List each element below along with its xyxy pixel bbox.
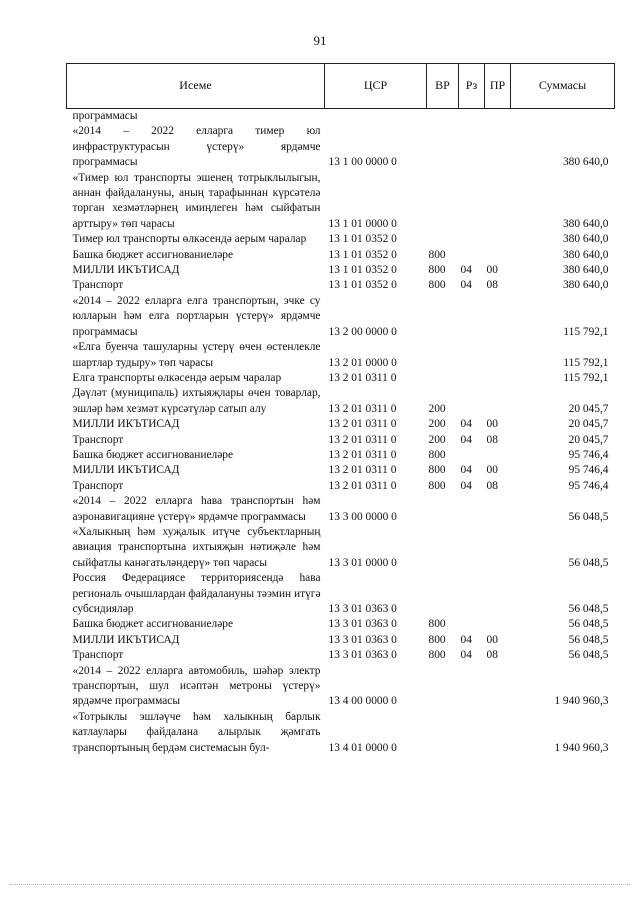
cell-csr: 13 3 01 0363 0 [328,618,397,631]
table-row [67,648,615,663]
cell-pr [485,664,511,710]
cell-rz: 04 [460,633,472,646]
cell-name: «2014 – 2022 елларга һава транспортын һәм аэронавигацияне үстерү» ярдәмче программасы [72,495,321,523]
cell-vr [427,171,459,233]
budget-table [66,63,615,756]
cell-vr: 800 [428,649,446,662]
cell-csr: 13 3 01 0363 0 [328,649,397,662]
cell-pr: 00 [486,418,498,431]
cell-pr [485,525,511,571]
cell-vr: 800 [428,633,446,646]
cell-vr [427,664,459,710]
cell-name: «Тотрыклы эшләүче һәм халыкның барлык катлаулары файдалана алырлык җәмгать транспортының бердәм системасын бул- [72,710,321,754]
cell-vr: 800 [428,279,446,292]
table-row [67,417,615,432]
cell-csr: 13 2 00 0000 0 [328,325,397,338]
cell-pr [485,710,511,756]
cell-sum: 115 792,1 [563,371,609,384]
cell-name: Тимер юл транспорты өлкәсендә аерым чаралар [72,233,307,246]
cell-sum: 56 048,5 [568,618,609,631]
table-row [67,463,615,478]
cell-name: Башка бюджет ассигнованиеләре [72,448,234,461]
cell-rz [459,664,485,710]
cell-vr: 800 [428,464,446,477]
table-row [67,109,615,125]
cell-pr [485,294,511,340]
cell-sum: 95 746,4 [568,448,609,461]
cell-name: МИЛЛИ ИКЪТИСАД [72,264,180,277]
cell-sum: 115 792,1 [563,325,609,338]
cell-sum: 56 048,5 [568,649,609,662]
cell-sum: 56 048,5 [568,556,609,569]
cell-rz [459,248,485,263]
cell-pr [485,340,511,371]
cell-rz: 04 [460,418,472,431]
table-row [67,232,615,247]
cell-csr: 13 1 01 0352 0 [328,248,397,261]
cell-rz [459,386,485,417]
cell-vr [427,571,459,617]
cell-pr: 00 [486,633,498,646]
table-row [67,664,615,710]
cell-vr [427,340,459,371]
table-header-row [67,64,615,109]
cell-csr: 13 2 01 0311 0 [328,418,397,431]
table-row [67,617,615,632]
header-name: Исеме [67,64,325,109]
table-row [67,248,615,263]
cell-name: Транспорт [72,479,124,492]
cell-pr: 08 [486,433,498,446]
cell-vr: 200 [428,418,446,431]
cell-name: Транспорт [72,649,124,662]
cell-csr: 13 1 01 0352 0 [328,279,397,292]
cell-vr [427,710,459,756]
cell-csr: 13 4 00 0000 0 [328,695,397,708]
cell-pr [485,571,511,617]
table-row [67,479,615,494]
cell-rz: 04 [460,264,472,277]
cell-name: Башка бюджет ассигнованиеләре [72,618,234,631]
cell-vr [427,494,459,525]
cell-sum: 380 640,0 [562,217,609,230]
cell-csr: 13 1 01 0352 0 [328,264,397,277]
table-row [67,278,615,293]
cell-csr: 13 1 01 0000 0 [328,217,397,230]
cell-csr [325,109,427,125]
cell-csr: 13 2 01 0311 0 [328,433,397,446]
cell-csr: 13 3 01 0363 0 [328,603,397,615]
cell-pr: 00 [486,464,498,477]
cell-name: Елга транспорты өлкәсендә аерым чаралар [72,371,282,384]
cell-rz [459,571,485,617]
cell-vr [427,124,459,170]
cell-pr: 08 [486,279,498,292]
cell-pr [485,386,511,417]
table-row [67,124,615,170]
cell-sum: 380 640,0 [562,279,609,292]
cell-name: Дәүләт (муниципаль) ихтыяҗлары өчен товарлар, эшләр һәм хезмәт күрсәтүләр сатып алу [72,387,321,415]
cell-rz [459,124,485,170]
header-sum: Суммасы [511,64,615,109]
cell-pr [485,232,511,247]
cell-csr: 13 3 01 0363 0 [328,633,397,646]
cell-pr [485,371,511,386]
cell-csr: 13 3 01 0000 0 [328,556,397,569]
cell-rz [459,525,485,571]
cell-pr [485,109,511,125]
table-row [67,340,615,371]
cell-name: Транспорт [72,433,124,446]
cell-vr: 800 [428,479,446,492]
cell-vr: 200 [428,402,446,415]
cell-pr [485,248,511,263]
cell-pr [485,448,511,463]
bottom-divider [10,884,630,885]
cell-vr: 800 [428,248,446,261]
cell-sum: 20 045,7 [568,433,609,446]
cell-name: «2014 – 2022 елларга тимер юл инфраструктурасын үстерү» ярдәмче программасы [72,125,321,169]
cell-vr: 800 [428,618,446,631]
cell-name: программасы [72,110,138,122]
cell-vr [427,109,459,125]
cell-rz [459,340,485,371]
cell-pr [485,494,511,525]
cell-sum: 95 746,4 [568,479,609,492]
cell-rz [459,710,485,756]
table-row [67,386,615,417]
cell-csr: 13 2 01 0311 0 [328,402,397,415]
table-row [67,525,615,571]
cell-rz [459,617,485,632]
cell-sum: 56 048,5 [568,603,609,615]
cell-name: МИЛЛИ ИКЪТИСАД [72,464,180,477]
cell-rz [459,494,485,525]
cell-sum: 56 048,5 [568,633,609,646]
cell-sum: 380 640,0 [562,248,609,261]
cell-name: «Тимер юл транспорты эшенең тотрыклылыгын, аннан файдалануны, аның тарафыннан күрсәтелә торган хезмәтләрнең имиңлеген һәм сыйфатын арттыру» төп чарасы [72,171,321,230]
cell-csr: 13 2 01 0000 0 [328,356,397,369]
cell-vr [427,371,459,386]
cell-vr [427,232,459,247]
cell-pr: 08 [486,479,498,492]
cell-vr: 200 [428,433,446,446]
cell-pr: 00 [486,264,498,277]
cell-sum [511,109,615,125]
table-row [67,371,615,386]
cell-sum: 380 640,0 [562,233,609,246]
table-row [67,448,615,463]
cell-rz [459,171,485,233]
cell-vr: 800 [428,448,446,461]
cell-csr: 13 2 01 0311 0 [328,371,397,384]
cell-name: Башка бюджет ассигнованиеләре [72,248,234,261]
cell-rz [459,448,485,463]
cell-pr [485,171,511,233]
cell-sum: 20 045,7 [568,402,609,415]
cell-rz [459,109,485,125]
cell-name: «2014 – 2022 елларга автомобиль, шәһәр электр транспортын, шул исәптән метроны үстерү» ярдәмче программасы [72,664,321,708]
cell-name: «Халыкның һәм хуҗалык итүче субъектларның авиация транспортына ихтыяҗын нәтиҗәле һәм сыйфатлы канәгатьләндерү» төп чарасы [72,525,321,569]
cell-csr: 13 3 00 0000 0 [328,510,397,523]
cell-sum: 380 640,0 [562,264,609,277]
cell-rz: 04 [460,479,472,492]
header-vr: ВР [427,64,459,109]
cell-csr: 13 2 01 0311 0 [328,448,397,461]
cell-csr: 13 1 01 0352 0 [328,233,397,246]
cell-sum: 95 746,4 [568,464,609,477]
table-row [67,263,615,278]
cell-sum: 20 045,7 [568,418,609,431]
cell-csr: 13 1 00 0000 0 [328,156,397,169]
cell-sum: 56 048,5 [568,510,609,523]
table-row [67,171,615,233]
table-row [67,433,615,448]
cell-vr [427,294,459,340]
table-row [67,710,615,756]
header-pr: ПР [485,64,511,109]
cell-csr: 13 2 01 0311 0 [328,479,397,492]
cell-pr: 08 [486,649,498,662]
cell-rz: 04 [460,464,472,477]
cell-sum: 1 940 960,3 [554,741,609,754]
table-row [67,494,615,525]
cell-name: «Елга буенча ташуларны үстерү өчен өстенлекле шартлар тудыру» төп чарасы [72,341,321,369]
cell-sum: 380 640,0 [562,156,609,169]
cell-rz: 04 [460,649,472,662]
cell-vr: 800 [428,264,446,277]
cell-name: Россия Федерациясе территориясендә һава региональ очышлардан файдалануны тәэмин итүгә субсидияләр [72,572,321,615]
cell-csr: 13 2 01 0311 0 [328,464,397,477]
cell-pr [485,617,511,632]
cell-rz: 04 [460,433,472,446]
cell-pr [485,124,511,170]
cell-sum: 1 940 960,3 [554,695,609,708]
cell-rz [459,232,485,247]
cell-rz [459,371,485,386]
table-row [67,571,615,617]
cell-vr [427,525,459,571]
table-row [67,633,615,648]
cell-name: «2014 – 2022 елларга елга транспортын, эчке су юлларын һәм елга портларын үстерү» ярдәмче программасы [72,294,321,338]
cell-sum: 115 792,1 [563,356,609,369]
cell-name: МИЛЛИ ИКЪТИСАД [72,633,180,646]
cell-name: МИЛЛИ ИКЪТИСАД [72,418,180,431]
cell-csr: 13 4 01 0000 0 [328,741,397,754]
header-rz: Рз [459,64,485,109]
header-csr: ЦСР [325,64,427,109]
page-number: 91 [313,33,327,48]
table-row [67,294,615,340]
cell-rz: 04 [460,279,472,292]
cell-rz [459,294,485,340]
cell-name: Транспорт [72,279,124,292]
